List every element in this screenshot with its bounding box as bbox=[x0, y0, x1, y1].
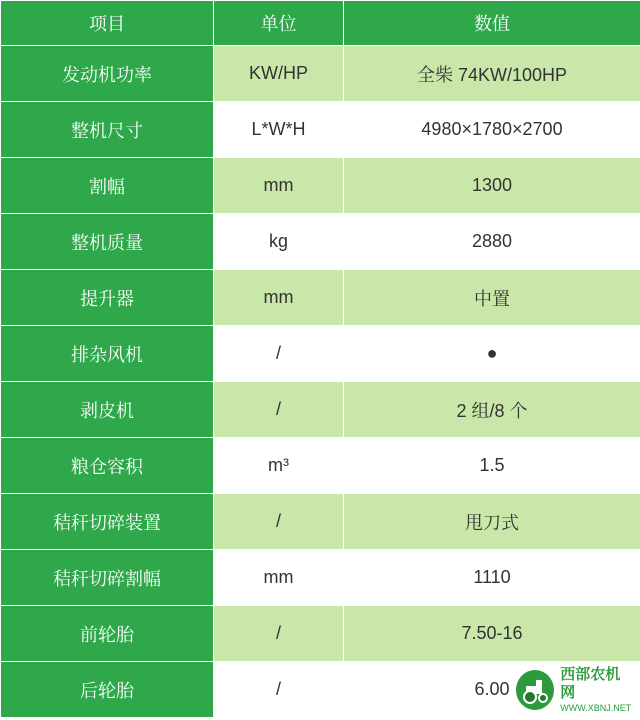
row-name: 整机尺寸 bbox=[1, 102, 214, 158]
row-name: 后轮胎 bbox=[1, 662, 214, 718]
row-name: 排杂风机 bbox=[1, 326, 214, 382]
row-value: 1300 bbox=[344, 158, 640, 214]
row-unit: KW/HP bbox=[214, 46, 344, 102]
table-row bbox=[1, 326, 640, 382]
row-unit: kg bbox=[214, 214, 344, 270]
row-unit: mm bbox=[214, 158, 344, 214]
row-value: 中置 bbox=[344, 270, 640, 326]
table-row bbox=[1, 606, 640, 662]
row-unit: m³ bbox=[214, 438, 344, 494]
row-value: 2880 bbox=[344, 214, 640, 270]
row-name: 提升器 bbox=[1, 270, 214, 326]
row-unit: / bbox=[214, 494, 344, 550]
watermark-url: WWW.XBNJ.NET bbox=[560, 703, 632, 713]
row-name: 割幅 bbox=[1, 158, 214, 214]
row-unit: / bbox=[214, 326, 344, 382]
tractor-logo-icon bbox=[514, 668, 556, 712]
table-row bbox=[1, 382, 640, 438]
row-name: 秸秆切碎装置 bbox=[1, 494, 214, 550]
row-unit: / bbox=[214, 606, 344, 662]
row-value: 4980×1780×2700 bbox=[344, 102, 640, 158]
tractor-icon bbox=[516, 670, 556, 710]
row-unit: mm bbox=[214, 270, 344, 326]
row-name: 秸秆切碎割幅 bbox=[1, 550, 214, 606]
table-row bbox=[1, 550, 640, 606]
row-value: ● bbox=[344, 326, 640, 382]
row-unit: L*W*H bbox=[214, 102, 344, 158]
site-watermark bbox=[514, 666, 632, 714]
table-row bbox=[1, 438, 640, 494]
header-unit: 单位 bbox=[214, 1, 344, 46]
row-name: 发动机功率 bbox=[1, 46, 214, 102]
table-row bbox=[1, 270, 640, 326]
row-value: 全柴 74KW/100HP bbox=[344, 46, 640, 102]
table-row bbox=[1, 102, 640, 158]
row-name: 粮仓容积 bbox=[1, 438, 214, 494]
row-value: 2 组/8 个 bbox=[344, 382, 640, 438]
header-value: 数值 bbox=[344, 1, 640, 46]
header-row bbox=[1, 1, 640, 46]
table-row bbox=[1, 158, 640, 214]
row-value: 甩刀式 bbox=[344, 494, 640, 550]
row-value: 7.50-16 bbox=[344, 606, 640, 662]
table-row bbox=[1, 46, 640, 102]
row-name: 剥皮机 bbox=[1, 382, 214, 438]
header-item: 项目 bbox=[1, 1, 214, 46]
row-value: 1.5 bbox=[344, 438, 640, 494]
watermark-text bbox=[560, 666, 632, 714]
table-row bbox=[1, 494, 640, 550]
row-value: 6.00 bbox=[344, 662, 640, 718]
watermark-title: 西部农机网 bbox=[560, 666, 621, 701]
table-row bbox=[1, 214, 640, 270]
row-name: 前轮胎 bbox=[1, 606, 214, 662]
row-name: 整机质量 bbox=[1, 214, 214, 270]
row-value: 1110 bbox=[344, 550, 640, 606]
row-unit: / bbox=[214, 382, 344, 438]
row-unit: / bbox=[214, 662, 344, 718]
row-unit: mm bbox=[214, 550, 344, 606]
